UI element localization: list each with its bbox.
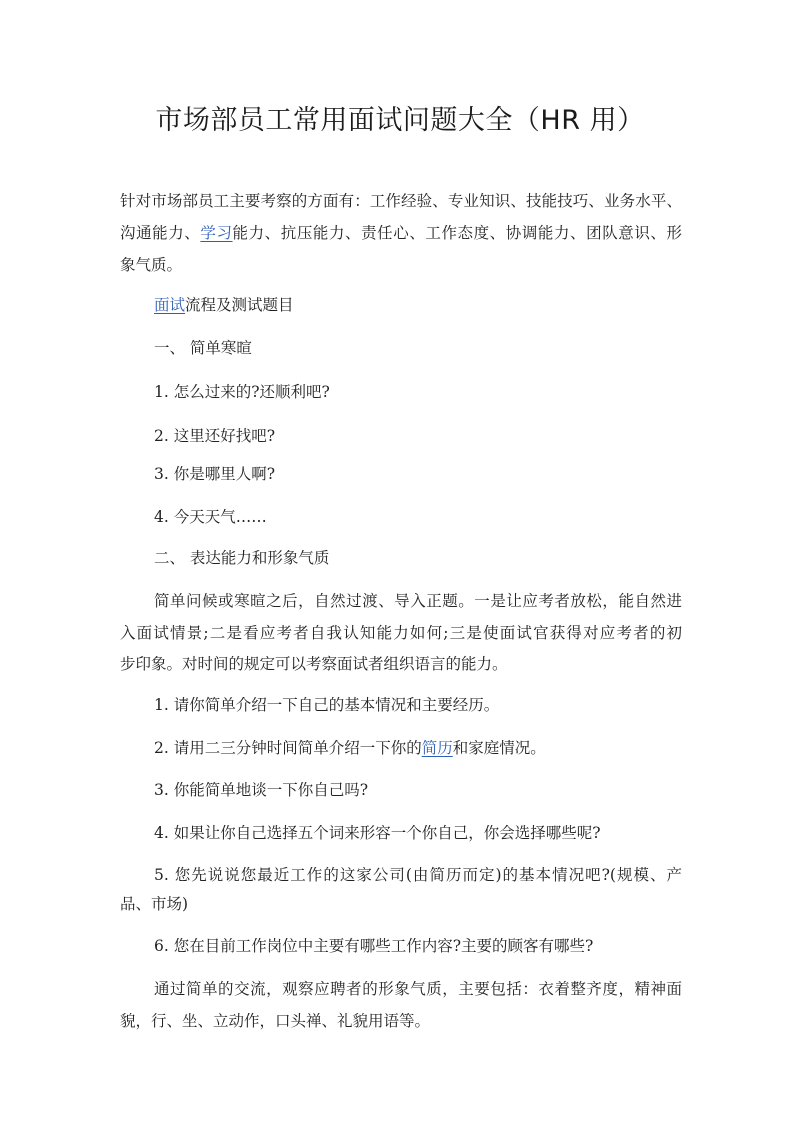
item2-pre: 2. 请用二三分钟时间简单介绍一下你的 xyxy=(154,739,422,757)
part2-para-line-2: 入面试情景;二是看应考者自我认知能力如何;三是使面试官获得对应考者的初 xyxy=(120,624,682,642)
list-item: 1. 请你简单介绍一下自己的基本情况和主要经历。 xyxy=(154,696,500,714)
part2-heading: 二、 表达能力和形象气质 xyxy=(154,549,330,567)
study-link[interactable]: 学习 xyxy=(200,224,233,242)
resume-link[interactable]: 简历 xyxy=(421,739,453,757)
list-item: 6. 您在目前工作岗位中主要有哪些工作内容?主要的顾客有哪些? xyxy=(154,937,594,955)
list-item: 4. 如果让你自己选择五个词来形容一个你自己，你会选择哪些呢? xyxy=(154,824,601,842)
list-item: 5. 您先说说您最近工作的这家公司(由简历而定)的基本情况吧?(规模、产 xyxy=(154,866,682,884)
section-header xyxy=(154,294,294,316)
list-item xyxy=(154,737,546,759)
list-item: 3. 你能简单地谈一下你自己吗? xyxy=(154,781,369,799)
list-item: 2. 这里还好找吧? xyxy=(154,427,276,445)
closing-line-1: 通过简单的交流，观察应聘者的形象气质，主要包括：衣着整齐度，精神面 xyxy=(154,980,682,998)
item2-post: 和家庭情况。 xyxy=(452,739,546,757)
list-item: 1. 怎么过来的?还顺利吧? xyxy=(154,383,330,401)
closing-line-2: 貌，行、坐、立动作，口头禅、礼貌用语等。 xyxy=(120,1012,431,1030)
part1-heading: 一、 简单寒暄 xyxy=(154,339,252,357)
intro-line-1: 针对市场部员工主要考察的方面有：工作经验、专业知识、技能技巧、业务水平、 xyxy=(120,192,682,210)
section-header-text: 流程及测试题目 xyxy=(185,296,294,314)
intro-line-2 xyxy=(120,222,682,244)
list-item-continuation: 品、市场) xyxy=(120,895,189,913)
list-item: 4. 今天天气…… xyxy=(154,508,267,526)
intro-line-2-pre: 沟通能力、 xyxy=(120,224,201,242)
list-item: 3. 你是哪里人啊? xyxy=(154,465,276,483)
part2-para-line-3: 步印象。对时间的规定可以考察面试者组织语言的能力。 xyxy=(120,655,508,673)
part2-para-line-1: 简单问候或寒暄之后，自然过渡、导入正题。一是让应考者放松，能自然进 xyxy=(154,592,682,610)
page-title: 市场部员工常用面试问题大全（HR 用） xyxy=(155,105,645,136)
intro-line-2-post: 能力、抗压能力、责任心、工作态度、协调能力、团队意识、形 xyxy=(232,224,682,242)
intro-line-3: 象气质。 xyxy=(120,256,183,274)
interview-link[interactable]: 面试 xyxy=(154,296,186,314)
